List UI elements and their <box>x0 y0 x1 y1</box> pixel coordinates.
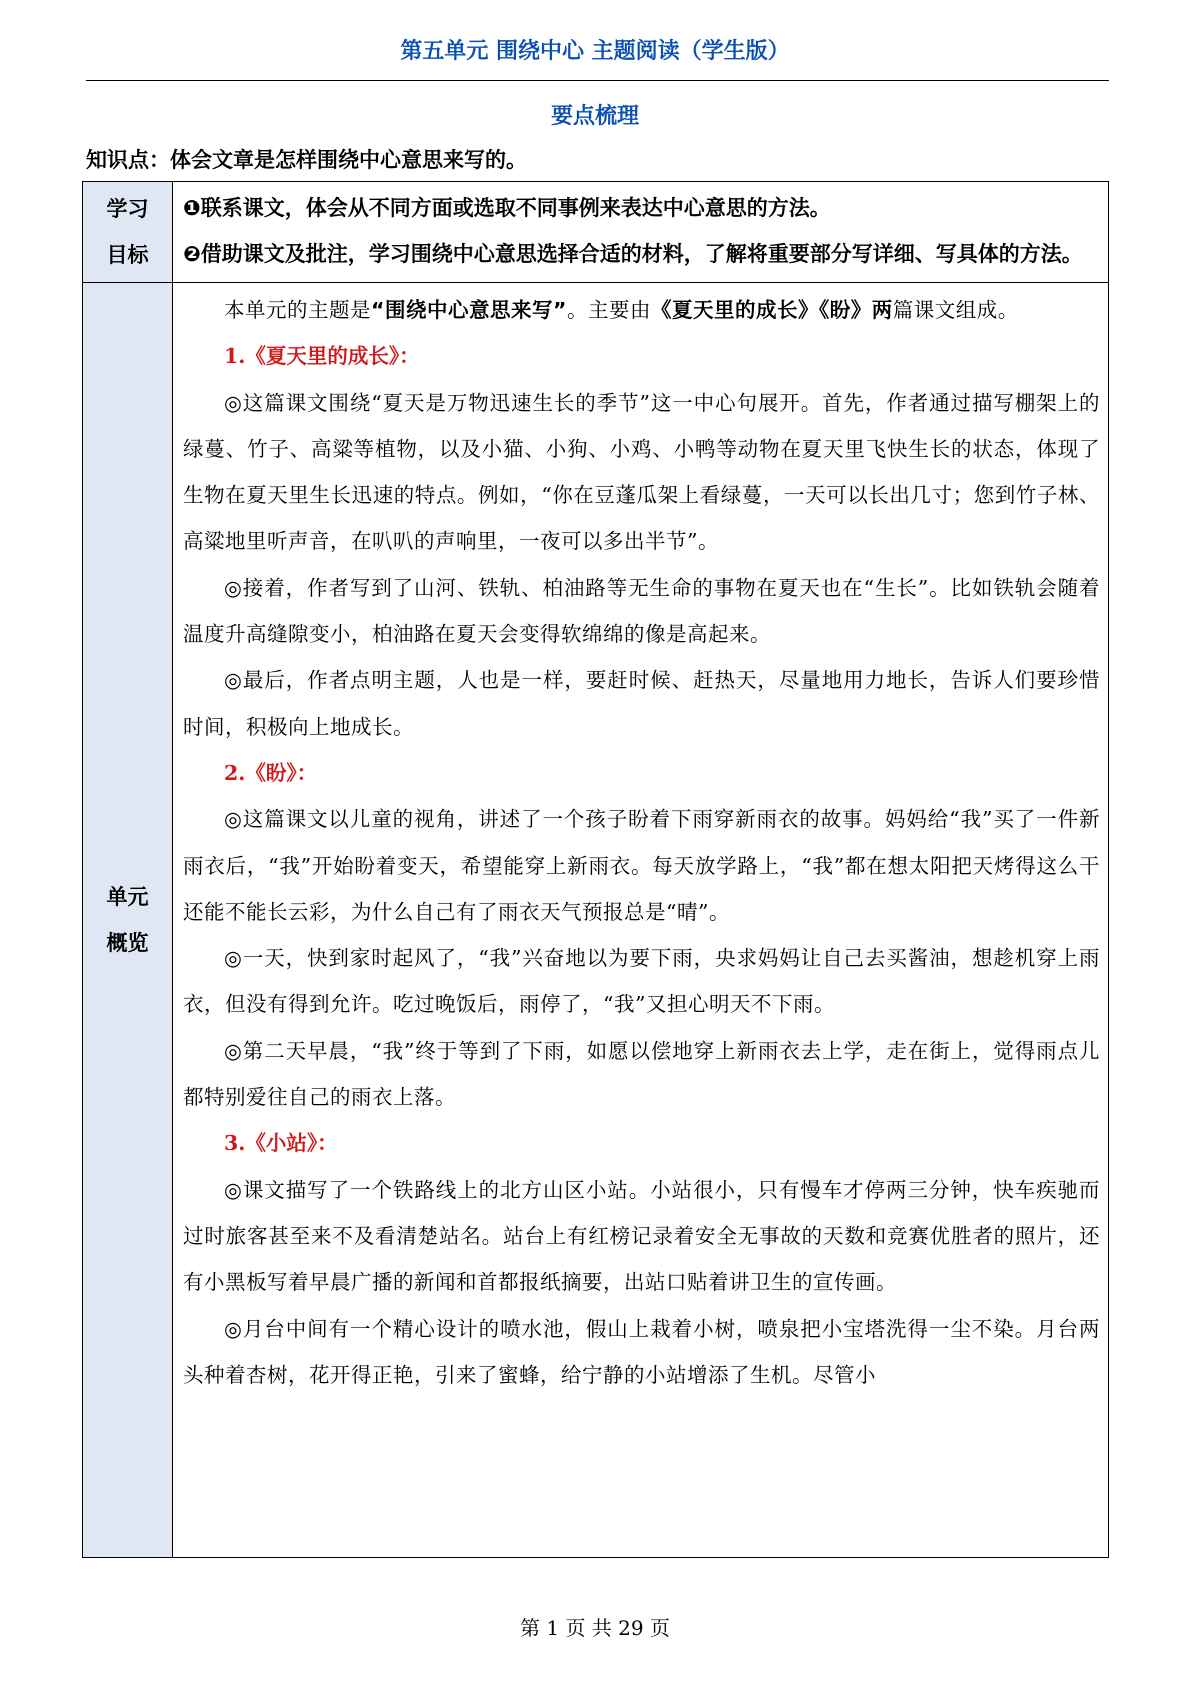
goals-label-line: 目标 <box>106 243 149 267</box>
paragraph: ◎这篇课文围绕“夏天是万物迅速生长的季节”这一中心句展开。首先，作者通过描写棚架上的绿蔓、竹子、高粱等植物，以及小猫、小狗、小鸡、小鸭等动物在夏天里飞快生长的状态，体现了生物在夏天里生长迅速的特点。例如，“你在豆蓬瓜架上看绿蔓，一天可以长出几寸；您到竹子林、高粱地里听声音，在叭叭的声响里，一夜可以多出半节”。 <box>183 390 1100 554</box>
paragraph: ◎接着，作者写到了山河、铁轨、柏油路等无生命的事物在夏天也在“生长”。比如铁轨会随着温度升高缝隙变小，柏油路在夏天会变得软绵绵的像是高起来。 <box>183 575 1100 647</box>
paragraph: ◎一天，快到家时起风了，“我”兴奋地以为要下雨，央求妈妈让自己去买酱油，想趁机穿上雨衣，但没有得到允许。吃过晚饭后，雨停了，“我”又担心明天不下雨。 <box>183 946 1100 1017</box>
knowledge-point: 知识点：体会文章是怎样围绕中心意思来写的。 <box>86 148 527 172</box>
section-heading: 3.《小站》： <box>224 1131 338 1156</box>
overview-label <box>83 283 173 1558</box>
header-divider <box>86 80 1109 81</box>
section-title: 要点梳理 <box>550 104 639 129</box>
overview-content <box>173 283 1109 1558</box>
summary-table <box>82 181 1109 1558</box>
overview-label-line: 单元 <box>106 885 149 909</box>
overview-label-line: 概览 <box>106 931 149 955</box>
paragraph: ◎这篇课文以儿童的视角，讲述了一个孩子盼着下雨穿新雨衣的故事。妈妈给“我”买了一件新雨衣后，“我”开始盼着变天，希望能穿上新雨衣。每天放学路上，“我”都在想太阳把天烤得这么干还能不能长云彩，为什么自己有了雨衣天气预报总是“晴”。 <box>183 807 1100 924</box>
goals-content <box>173 182 1109 283</box>
goal-item: ❷借助课文及批注，学习围绕中心意思选择合适的材料，了解将重要部分写详细、写具体的方法。 <box>183 242 1083 266</box>
paragraph: ◎第二天早晨，“我”终于等到了下雨，如愿以偿地穿上新雨衣去上学，走在街上，觉得雨点儿都特别爱往自己的雨衣上落。 <box>183 1038 1100 1110</box>
intro-paragraph <box>183 287 1100 333</box>
paragraph: ◎最后，作者点明主题，人也是一样，要赶时候、赶热天，尽量地用力地长，告诉人们要珍惜时间，积极向上地成长。 <box>183 668 1100 739</box>
intro-text: 。主要由 <box>566 298 651 322</box>
goals-row <box>83 182 1109 283</box>
paragraph: ◎课文描写了一个铁路线上的北方山区小站。小站很小，只有慢车才停两三分钟，快车疾驰而过时旅客甚至来不及看清楚站名。站台上有红榜记录着安全无事故的天数和竞赛优胜者的照片，还有小黑板写着早晨广播的新闻和首都报纸摘要，出站口贴着讲卫生的宣传画。 <box>183 1177 1100 1295</box>
goals-label <box>83 182 173 283</box>
goal-item: ❶联系课文，体会从不同方面或选取不同事例来表达中心意思的方法。 <box>183 196 831 220</box>
intro-text: 本单元的主题是 <box>224 298 371 322</box>
paragraph: ◎月台中间有一个精心设计的喷水池，假山上栽着小树，喷泉把小宝塔洗得一尘不染。月台两头种着杏树，花开得正艳，引来了蜜蜂，给宁静的小站增添了生机。尽管小 <box>183 1316 1100 1387</box>
goals-label-line: 学习 <box>106 197 149 221</box>
page-footer: 第 1 页 共 29 页 <box>520 1616 670 1640</box>
intro-bold: 《夏天里的成长》《盼》两 <box>650 298 893 322</box>
intro-text: 篇课文组成。 <box>892 298 1019 322</box>
document-header-title: 第五单元 围绕中心 主题阅读（学生版） <box>400 39 790 64</box>
section-heading: 1.《夏天里的成长》： <box>224 344 420 369</box>
overview-row <box>83 283 1109 1558</box>
section-heading: 2.《盼》： <box>224 760 318 785</box>
intro-bold: “围绕中心意思来写” <box>371 298 567 322</box>
